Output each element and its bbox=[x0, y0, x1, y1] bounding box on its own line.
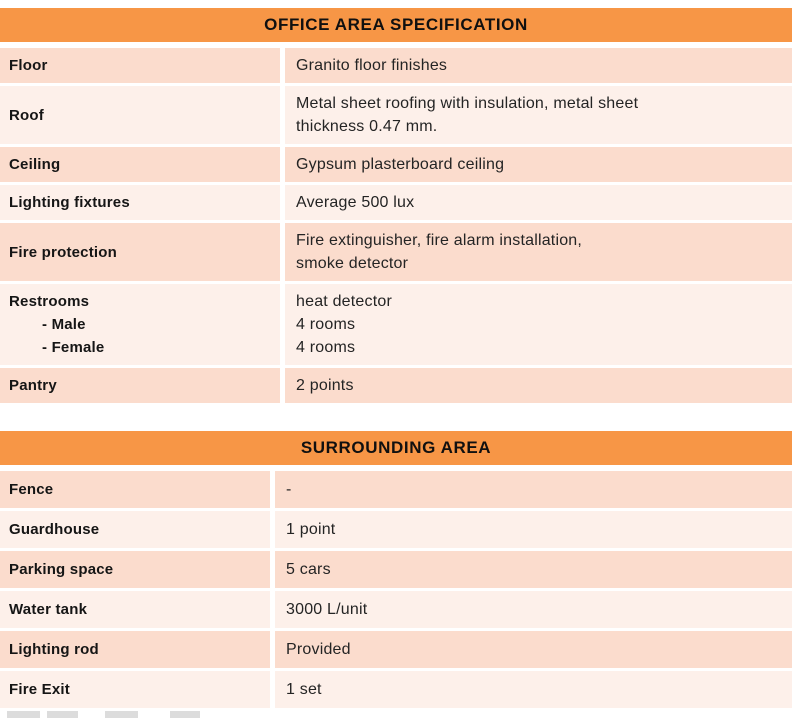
surrounding-area-table-header bbox=[0, 431, 792, 465]
row-value bbox=[285, 223, 792, 281]
row-label bbox=[0, 86, 280, 144]
label-line: Ceiling bbox=[9, 156, 61, 173]
row-value bbox=[285, 147, 792, 182]
spec-table-row bbox=[0, 223, 792, 281]
spec-table-row bbox=[0, 284, 792, 365]
table-body bbox=[0, 48, 792, 403]
row-value bbox=[275, 631, 792, 668]
page-bottom-cutoff-strip bbox=[0, 709, 792, 717]
row-value bbox=[275, 671, 792, 708]
value-line: 4 rooms bbox=[296, 339, 356, 356]
row-value bbox=[285, 368, 792, 403]
office-area-spec-table bbox=[0, 8, 792, 403]
row-label bbox=[0, 48, 280, 83]
label-line: - Male bbox=[42, 316, 86, 333]
label-line: Fire Exit bbox=[9, 681, 70, 698]
label-line: Water tank bbox=[9, 601, 88, 618]
spec-table-row bbox=[0, 86, 792, 144]
spec-table-row bbox=[0, 591, 792, 628]
spec-table-row bbox=[0, 631, 792, 668]
spec-table-row bbox=[0, 551, 792, 588]
row-label bbox=[0, 591, 270, 628]
cutoff-gray-block bbox=[105, 711, 138, 718]
value-line: Gypsum plasterboard ceiling bbox=[296, 156, 505, 173]
value-line: Metal sheet roofing with insulation, metal sheet bbox=[296, 95, 639, 112]
row-label bbox=[0, 284, 280, 365]
label-line: Pantry bbox=[9, 377, 57, 394]
value-line: 1 point bbox=[286, 521, 336, 538]
value-line: 2 points bbox=[296, 377, 354, 394]
row-label bbox=[0, 551, 270, 588]
value-line: Granito floor finishes bbox=[296, 57, 448, 74]
spec-table-row bbox=[0, 48, 792, 83]
cutoff-gray-block bbox=[170, 711, 200, 718]
value-line: thickness 0.47 mm. bbox=[296, 118, 438, 135]
row-label bbox=[0, 147, 280, 182]
label-line: Lighting fixtures bbox=[9, 194, 130, 211]
spec-sheet-page bbox=[0, 8, 792, 717]
row-value bbox=[275, 511, 792, 548]
surrounding-area-table-title: SURROUNDING AREA bbox=[300, 438, 492, 457]
cutoff-gray-block bbox=[7, 711, 40, 718]
spec-table-row bbox=[0, 147, 792, 182]
value-line: 1 set bbox=[286, 681, 322, 698]
row-value bbox=[285, 48, 792, 83]
value-line: 5 cars bbox=[286, 561, 331, 578]
spec-table-row bbox=[0, 368, 792, 403]
row-label bbox=[0, 631, 270, 668]
row-value bbox=[275, 551, 792, 588]
row-label bbox=[0, 511, 270, 548]
row-value bbox=[275, 471, 792, 508]
label-line: Floor bbox=[9, 57, 48, 74]
row-value bbox=[285, 185, 792, 220]
row-label bbox=[0, 223, 280, 281]
value-line: 3000 L/unit bbox=[286, 601, 368, 618]
row-label bbox=[0, 368, 280, 403]
label-line: - Female bbox=[42, 339, 105, 356]
value-line: Fire extinguisher, fire alarm installation, bbox=[296, 232, 583, 249]
row-label bbox=[0, 471, 270, 508]
office-area-table-title: OFFICE AREA SPECIFICATION bbox=[264, 15, 528, 34]
table-body bbox=[0, 471, 792, 708]
cutoff-gray-block bbox=[47, 711, 78, 718]
row-value bbox=[275, 591, 792, 628]
office-area-table-header bbox=[0, 8, 792, 42]
value-line: heat detector bbox=[296, 293, 392, 310]
value-line: 4 rooms bbox=[296, 316, 356, 333]
row-label bbox=[0, 185, 280, 220]
surrounding-area-spec-table bbox=[0, 431, 792, 708]
label-line: Parking space bbox=[9, 561, 114, 578]
label-line: Guardhouse bbox=[9, 521, 100, 538]
value-line: Average 500 lux bbox=[296, 194, 415, 211]
row-label bbox=[0, 671, 270, 708]
spec-table-row bbox=[0, 671, 792, 708]
label-line: Fire protection bbox=[9, 243, 118, 261]
label-line: Roof bbox=[9, 106, 44, 124]
label-line: Restrooms bbox=[9, 293, 90, 310]
row-value bbox=[285, 86, 792, 144]
label-line: Lighting rod bbox=[9, 641, 99, 658]
value-line: smoke detector bbox=[296, 255, 409, 272]
value-line: - bbox=[286, 481, 292, 498]
spec-table-row bbox=[0, 511, 792, 548]
spec-table-row bbox=[0, 185, 792, 220]
spec-table-row bbox=[0, 471, 792, 508]
row-value bbox=[285, 284, 792, 365]
value-line: Provided bbox=[286, 641, 351, 658]
label-line: Fence bbox=[9, 481, 54, 498]
